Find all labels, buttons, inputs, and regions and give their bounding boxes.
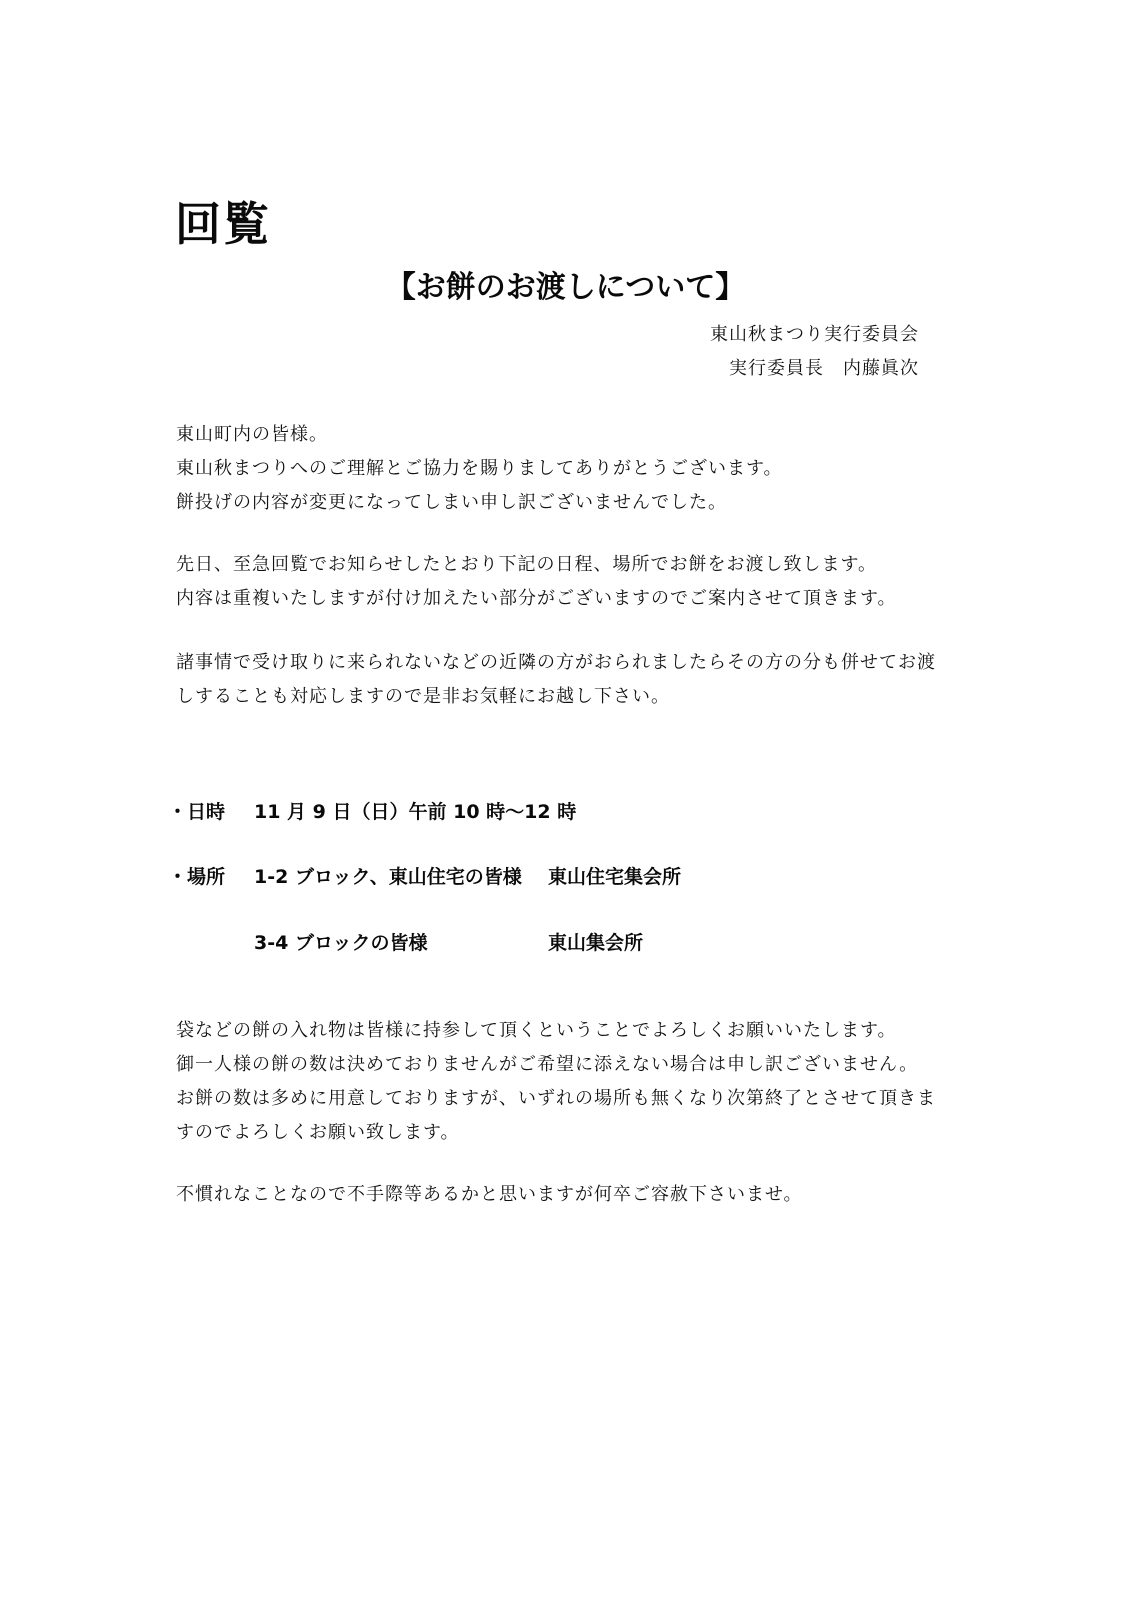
- date-value: 11 月 9 日（日）午前 10 時～12 時: [254, 801, 577, 823]
- sender-block: [710, 318, 919, 386]
- place-label: ・場所: [168, 866, 226, 888]
- closing-line: すのでよろしくお願い致します。: [176, 1122, 460, 1143]
- closing-line: 御一人様の餅の数は決めておりませんがご希望に添えない場合は申し訳ございません。: [176, 1054, 919, 1075]
- place-2-venue: 東山集会所: [548, 932, 644, 954]
- notice-line: 先日、至急回覧でお知らせしたとおり下記の日程、場所でお餅をお渡し致します。: [176, 554, 878, 575]
- notice-line: 内容は重複いたしますが付け加えたい部分がございますのでご案内させて頂きます。: [176, 588, 897, 609]
- intro-paragraph: [176, 418, 976, 520]
- closing-line: お餅の数は多めに用意しておりますが、いずれの場所も無くなり次第終了とさせて頂きま: [176, 1088, 936, 1109]
- intro-line: 東山町内の皆様。: [176, 424, 328, 445]
- proxy-paragraph: [176, 646, 976, 714]
- apology-line: 不慣れなことなので不手際等あるかと思いますが何卒ご容赦下さいませ。: [176, 1184, 803, 1205]
- document-type-heading: 回覧: [175, 197, 271, 251]
- place-2-group: 3-4 ブロックの皆様: [254, 932, 428, 954]
- notice-paragraph: [176, 548, 976, 616]
- proxy-line: しすることも対応しますので是非お気軽にお越し下さい。: [176, 686, 670, 707]
- closing-paragraph: [176, 1014, 976, 1150]
- sender-chairperson: 実行委員長 内藤眞次: [729, 358, 919, 379]
- place-1-group: 1-2 ブロック、東山住宅の皆様: [254, 866, 522, 888]
- apology-paragraph: [176, 1178, 976, 1212]
- proxy-line: 諸事情で受け取りに来られないなどの近隣の方がおられましたらその方の分も併せてお渡: [176, 652, 936, 673]
- date-label: ・日時: [168, 801, 226, 823]
- intro-line: 東山秋まつりへのご理解とご協力を賜りましてありがとうございます。: [176, 458, 783, 479]
- place-1-venue: 東山住宅集会所: [548, 866, 682, 888]
- closing-line: 袋などの餅の入れ物は皆様に持参して頂くということでよろしくお願いいたします。: [176, 1020, 897, 1041]
- intro-line: 餅投げの内容が変更になってしまい申し訳ございませんでした。: [176, 492, 727, 513]
- document-title: 【お餅のお渡しについて】: [385, 270, 746, 305]
- sender-organization: 東山秋まつり実行委員会: [710, 324, 919, 345]
